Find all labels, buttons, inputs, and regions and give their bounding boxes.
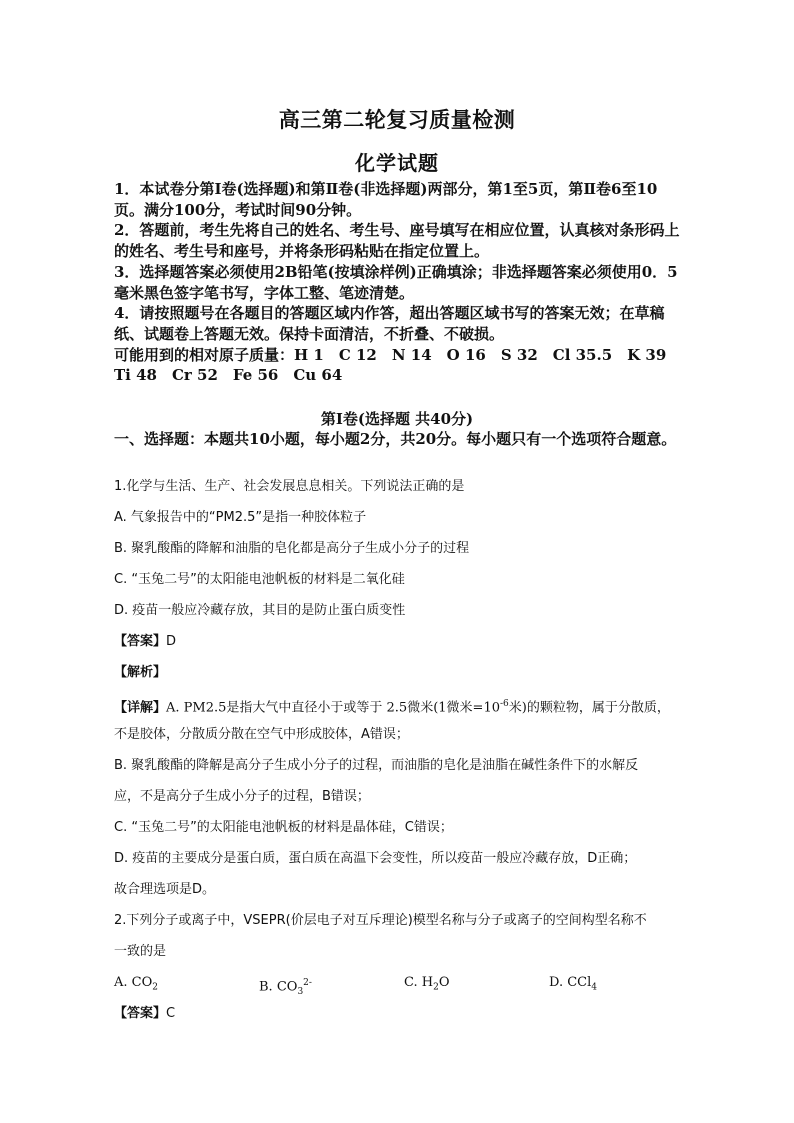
q1-detail-line: B. 聚乳酸酯的降解是高分子生成小分子的过程，而油脂的皂化是油脂在碱性条件下的水解反 bbox=[114, 758, 639, 773]
instruction-1: 1．本试卷分第Ⅰ卷(选择题)和第Ⅱ卷(非选择题)两部分，第1至5页，第Ⅱ卷6至10页。满分100分，考试时间90分钟。 bbox=[114, 180, 658, 219]
option-label: D. bbox=[549, 975, 564, 990]
formula-sub: 3 bbox=[297, 986, 304, 997]
detail-a-post: 米)的颗粒物，属于分散质， bbox=[508, 700, 670, 716]
q2-options bbox=[114, 974, 694, 1005]
formula: CO bbox=[276, 979, 298, 995]
formula: H bbox=[421, 975, 434, 990]
option-label: B. bbox=[259, 979, 273, 995]
answer-value: C bbox=[166, 1006, 176, 1021]
exam-title: 高三第二轮复习质量检测 bbox=[278, 107, 516, 132]
formula-sub: 4 bbox=[591, 982, 598, 993]
q1-detail-line: 不是胶体，分散质分散在空气中形成胶体，A错误； bbox=[114, 727, 409, 742]
q2-stem-line1: 2.下列分子或离子中，VSEPR(价层电子对互斥理论)模型名称与分子或离子的空间构型名称不 bbox=[114, 913, 647, 928]
q2-option-c bbox=[404, 974, 549, 1005]
detail-tag: 【详解】 bbox=[114, 700, 167, 716]
instructions bbox=[114, 179, 686, 386]
formula: CCl bbox=[567, 975, 592, 990]
q1-analysis-tag: 【解析】 bbox=[114, 665, 167, 680]
formula-sup: 2- bbox=[303, 978, 312, 988]
q2-option-b bbox=[259, 974, 404, 1005]
q1-option-a: A. 气象报告中的“PM2.5”是指一种胶体粒子 bbox=[114, 510, 367, 525]
q2-answer bbox=[114, 1005, 694, 1036]
instruction-2: 2．答题前，考生先将自己的姓名、考生号、座号填写在相应位置，认真核对条形码上的姓名、考生号和座号，并将条形码粘贴在指定位置上。 bbox=[114, 221, 680, 261]
option-label: A. bbox=[114, 975, 128, 990]
formula-sub: 2 bbox=[433, 982, 439, 993]
atomic-masses: 可能用到的相对原子质量：H 1 C 12 N 14 O 16 S 32 Cl 35.5 K 39 Ti 48 Cr 52 Fe 56 Cu 64 bbox=[114, 345, 682, 385]
q1-answer bbox=[114, 633, 694, 664]
q1-detail-line: 故合理选项是D。 bbox=[114, 882, 216, 897]
instruction-4: 4．请按照题号在各题目的答题区域内作答，超出答题区域书写的答案无效；在草稿纸、试题卷上答题无效。保持卡面清洁，不折叠、不破损。 bbox=[114, 304, 665, 343]
formula: CO bbox=[131, 975, 153, 990]
section-title: 第Ⅰ卷(选择题 共40分) bbox=[320, 410, 474, 428]
q2-option-d bbox=[549, 974, 694, 1005]
q2-option-a bbox=[114, 974, 259, 1005]
instruction-3: 3．选择题答案必须使用2B铅笔(按填涂样例)正确填涂；非选择题答案必须使用0．5毫米黑色签字笔书写，字体工整、笔迹清楚。 bbox=[114, 262, 678, 302]
subject-title: 化学试题 bbox=[355, 151, 439, 175]
q1-option-d: D. 疫苗一般应冷藏存放，其目的是防止蛋白质变性 bbox=[114, 603, 406, 618]
detail-a-pre: A. PM2.5是指大气中直径小于或等于 2.5微米(1微米=10 bbox=[166, 700, 500, 716]
q1-detail-line: D. 疫苗的主要成分是蛋白质，蛋白质在高温下会变性，所以疫苗一般应冷藏存放，D正确； bbox=[114, 851, 637, 866]
q1-detail-line: C. “玉兔二号”的太阳能电池帆板的材料是晶体硅，C错误； bbox=[114, 820, 453, 835]
part-intro-text: 一、选择题：本题共10小题，每小题2分，共20分。每小题只有一个选项符合题意。 bbox=[114, 430, 677, 448]
q1-stem: 1.化学与生活、生产、社会发展息息相关。下列说法正确的是 bbox=[114, 479, 465, 494]
answer-value: D bbox=[166, 634, 177, 649]
part-intro bbox=[114, 429, 686, 450]
q1-option-c: C. “玉兔二号”的太阳能电池帆板的材料是二氧化硅 bbox=[114, 572, 405, 587]
option-label: C. bbox=[404, 975, 418, 990]
q1-option-b: B. 聚乳酸酯的降解和油脂的皂化都是高分子生成小分子的过程 bbox=[114, 541, 470, 556]
formula-sub: 2 bbox=[152, 982, 159, 993]
q1-detail-a bbox=[114, 695, 694, 726]
formula-tail: O bbox=[438, 975, 450, 990]
q1-detail-line: 应，不是高分子生成小分子的过程，B错误； bbox=[114, 789, 370, 804]
questions bbox=[114, 478, 694, 1036]
detail-a-sup: -6 bbox=[500, 699, 509, 709]
answer-tag: 【答案】 bbox=[114, 634, 167, 649]
q2-stem-line2: 一致的是 bbox=[114, 944, 167, 959]
answer-tag: 【答案】 bbox=[114, 1006, 167, 1021]
